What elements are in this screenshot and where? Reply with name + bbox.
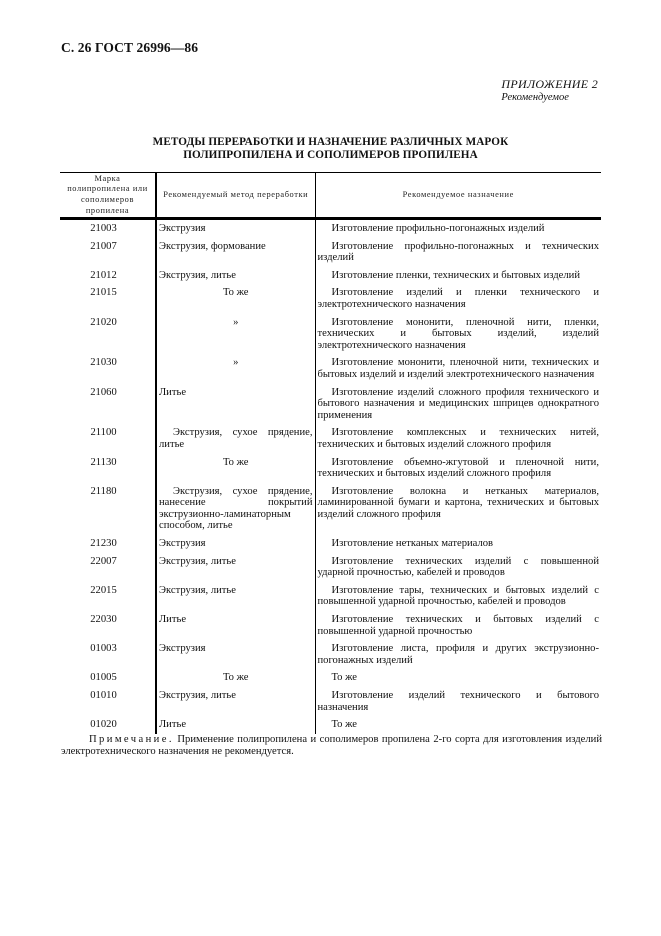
cell-purpose: Изготовление нетканых материалов — [331, 538, 494, 550]
cell-grade: 21003 — [60, 219, 156, 238]
cell-grade: 21230 — [60, 535, 156, 553]
table-row — [60, 384, 601, 425]
table-row — [60, 483, 601, 535]
cell-grade: 22015 — [60, 582, 156, 611]
cell-method: То же — [156, 669, 315, 687]
table-row — [60, 582, 601, 611]
cell-grade: 21007 — [60, 238, 156, 267]
cell-purpose: Изготовление изделий технического и бытового назначения — [317, 690, 599, 713]
cell-grade: 01003 — [60, 640, 156, 669]
cell-grade: 01010 — [60, 687, 156, 716]
cell-purpose: Изготовление объемно-жгутовой и пленочной нити, технических и бытовых изделий сложного профиля — [317, 456, 599, 480]
appendix-label-block — [501, 78, 598, 104]
cell-purpose: Изготовление профильно-погонажных изделий — [331, 223, 545, 234]
cell-grade: 22030 — [60, 611, 156, 640]
cell-purpose: Изготовление технических и бытовых изделий с повышенной ударной прочностью — [317, 614, 599, 637]
table-title-line-1: МЕТОДЫ ПЕРЕРАБОТКИ И НАЗНАЧЕНИЕ РАЗЛИЧНЫХ МАРОК — [152, 136, 509, 148]
cell-grade: 21100 — [60, 424, 156, 453]
header-method: Рекомендуемый метод переработки — [156, 173, 315, 219]
cell-method: Экструзия, формование — [156, 238, 315, 267]
cell-method: Экструзия — [156, 640, 315, 669]
cell-grade: 01020 — [60, 716, 156, 734]
cell-grade: 22007 — [60, 553, 156, 582]
cell-grade: 21015 — [60, 284, 156, 313]
cell-grade: 21130 — [60, 454, 156, 483]
cell-grade: 21012 — [60, 267, 156, 285]
table-row — [60, 611, 601, 640]
note-label: Примечание. — [89, 734, 174, 745]
cell-method: Экструзия, сухое прядение, литье — [156, 424, 315, 453]
cell-method: » — [156, 354, 315, 383]
cell-method: Экструзия, сухое прядение, нанесение покрытий экструзионно-ламинаторным способом, литье — [156, 483, 315, 535]
cell-method: Литье — [156, 384, 315, 425]
grades-table — [60, 172, 601, 734]
table-row — [60, 553, 601, 582]
cell-method: Экструзия — [156, 219, 315, 238]
table-header-row — [60, 173, 601, 219]
cell-grade: 21180 — [60, 483, 156, 535]
table-row — [60, 535, 601, 553]
cell-method: Экструзия, литье — [156, 267, 315, 285]
cell-method: Литье — [156, 611, 315, 640]
cell-purpose: Изготовление профильно-погонажных и технических изделий — [317, 240, 599, 264]
note-text: Применение полипропилена и сополимеров пропилена 2-го сорта для изготовления изделий электротехнического назначения не рекомендуется. — [61, 734, 602, 757]
appendix-label: ПРИЛОЖЕНИЕ 2 — [501, 77, 598, 91]
cell-method: Экструзия, литье — [156, 553, 315, 582]
cell-grade: 21030 — [60, 354, 156, 383]
table-row — [60, 424, 601, 453]
cell-method: Экструзия, литье — [156, 582, 315, 611]
table-row — [60, 238, 601, 267]
table-row — [60, 669, 601, 687]
cell-method: Экструзия — [156, 535, 315, 553]
table-row — [60, 687, 601, 716]
cell-purpose: Изготовление мононити, пленочной нити, пленки, технических и бытовых изделий, изделий электротехнического назначения — [317, 316, 599, 351]
table-row — [60, 284, 601, 313]
cell-method: То же — [156, 454, 315, 483]
cell-method: » — [156, 314, 315, 355]
header-grade: Марка полипропилена или сополимеров пропилена — [60, 173, 156, 219]
table-row — [60, 314, 601, 355]
table-note — [61, 734, 602, 758]
cell-method: Литье — [156, 716, 315, 734]
cell-purpose: Изготовление технических изделий с повышенной ударной прочностью, кабелей и проводов — [317, 555, 599, 579]
table-row — [60, 354, 601, 383]
cell-purpose: То же — [331, 719, 358, 731]
table-row — [60, 454, 601, 483]
cell-method: Экструзия, литье — [156, 687, 315, 716]
cell-purpose: Изготовление изделий сложного профиля технического и бытового назначения и медицинских шприцев однократного применения — [317, 386, 599, 421]
page-header: С. 26 ГОСТ 26996—86 — [61, 40, 199, 55]
table-title — [60, 136, 601, 161]
table-row — [60, 716, 601, 734]
cell-grade: 21060 — [60, 384, 156, 425]
header-purpose: Рекомендуемое назначение — [315, 173, 601, 219]
cell-purpose: Изготовление тары, технических и бытовых изделий с повышенной ударной прочностью, кабелей и проводов — [317, 584, 599, 608]
cell-purpose: Изготовление пленки, технических и бытовых изделий — [331, 269, 580, 281]
table-title-line-2: ПОЛИПРОПИЛЕНА И СОПОЛИМЕРОВ ПРОПИЛЕНА — [183, 148, 478, 161]
table-row — [60, 219, 601, 238]
cell-purpose: Изготовление мононити, пленочной нити, технических и бытовых изделий и изделий электротехнического назначения — [317, 357, 599, 380]
appendix-status: Рекомендуемое — [501, 92, 569, 103]
cell-grade: 21020 — [60, 314, 156, 355]
cell-purpose: То же — [331, 672, 358, 684]
cell-purpose: Изготовление листа, профиля и других экструзионно-погонажных изделий — [317, 643, 599, 666]
table-row — [60, 640, 601, 669]
cell-purpose: Изготовление комплексных и технических нитей, технических и бытовых изделий сложного профиля — [317, 427, 599, 450]
cell-purpose: Изготовление изделий и пленки технического и электротехнического назначения — [317, 287, 599, 310]
cell-purpose: Изготовление волокна и нетканых материалов, ламинированной бумаги и картона, технических и бытовых изделий сложного профиля — [317, 485, 599, 520]
table-row — [60, 267, 601, 285]
cell-method: То же — [156, 284, 315, 313]
cell-grade: 01005 — [60, 669, 156, 687]
